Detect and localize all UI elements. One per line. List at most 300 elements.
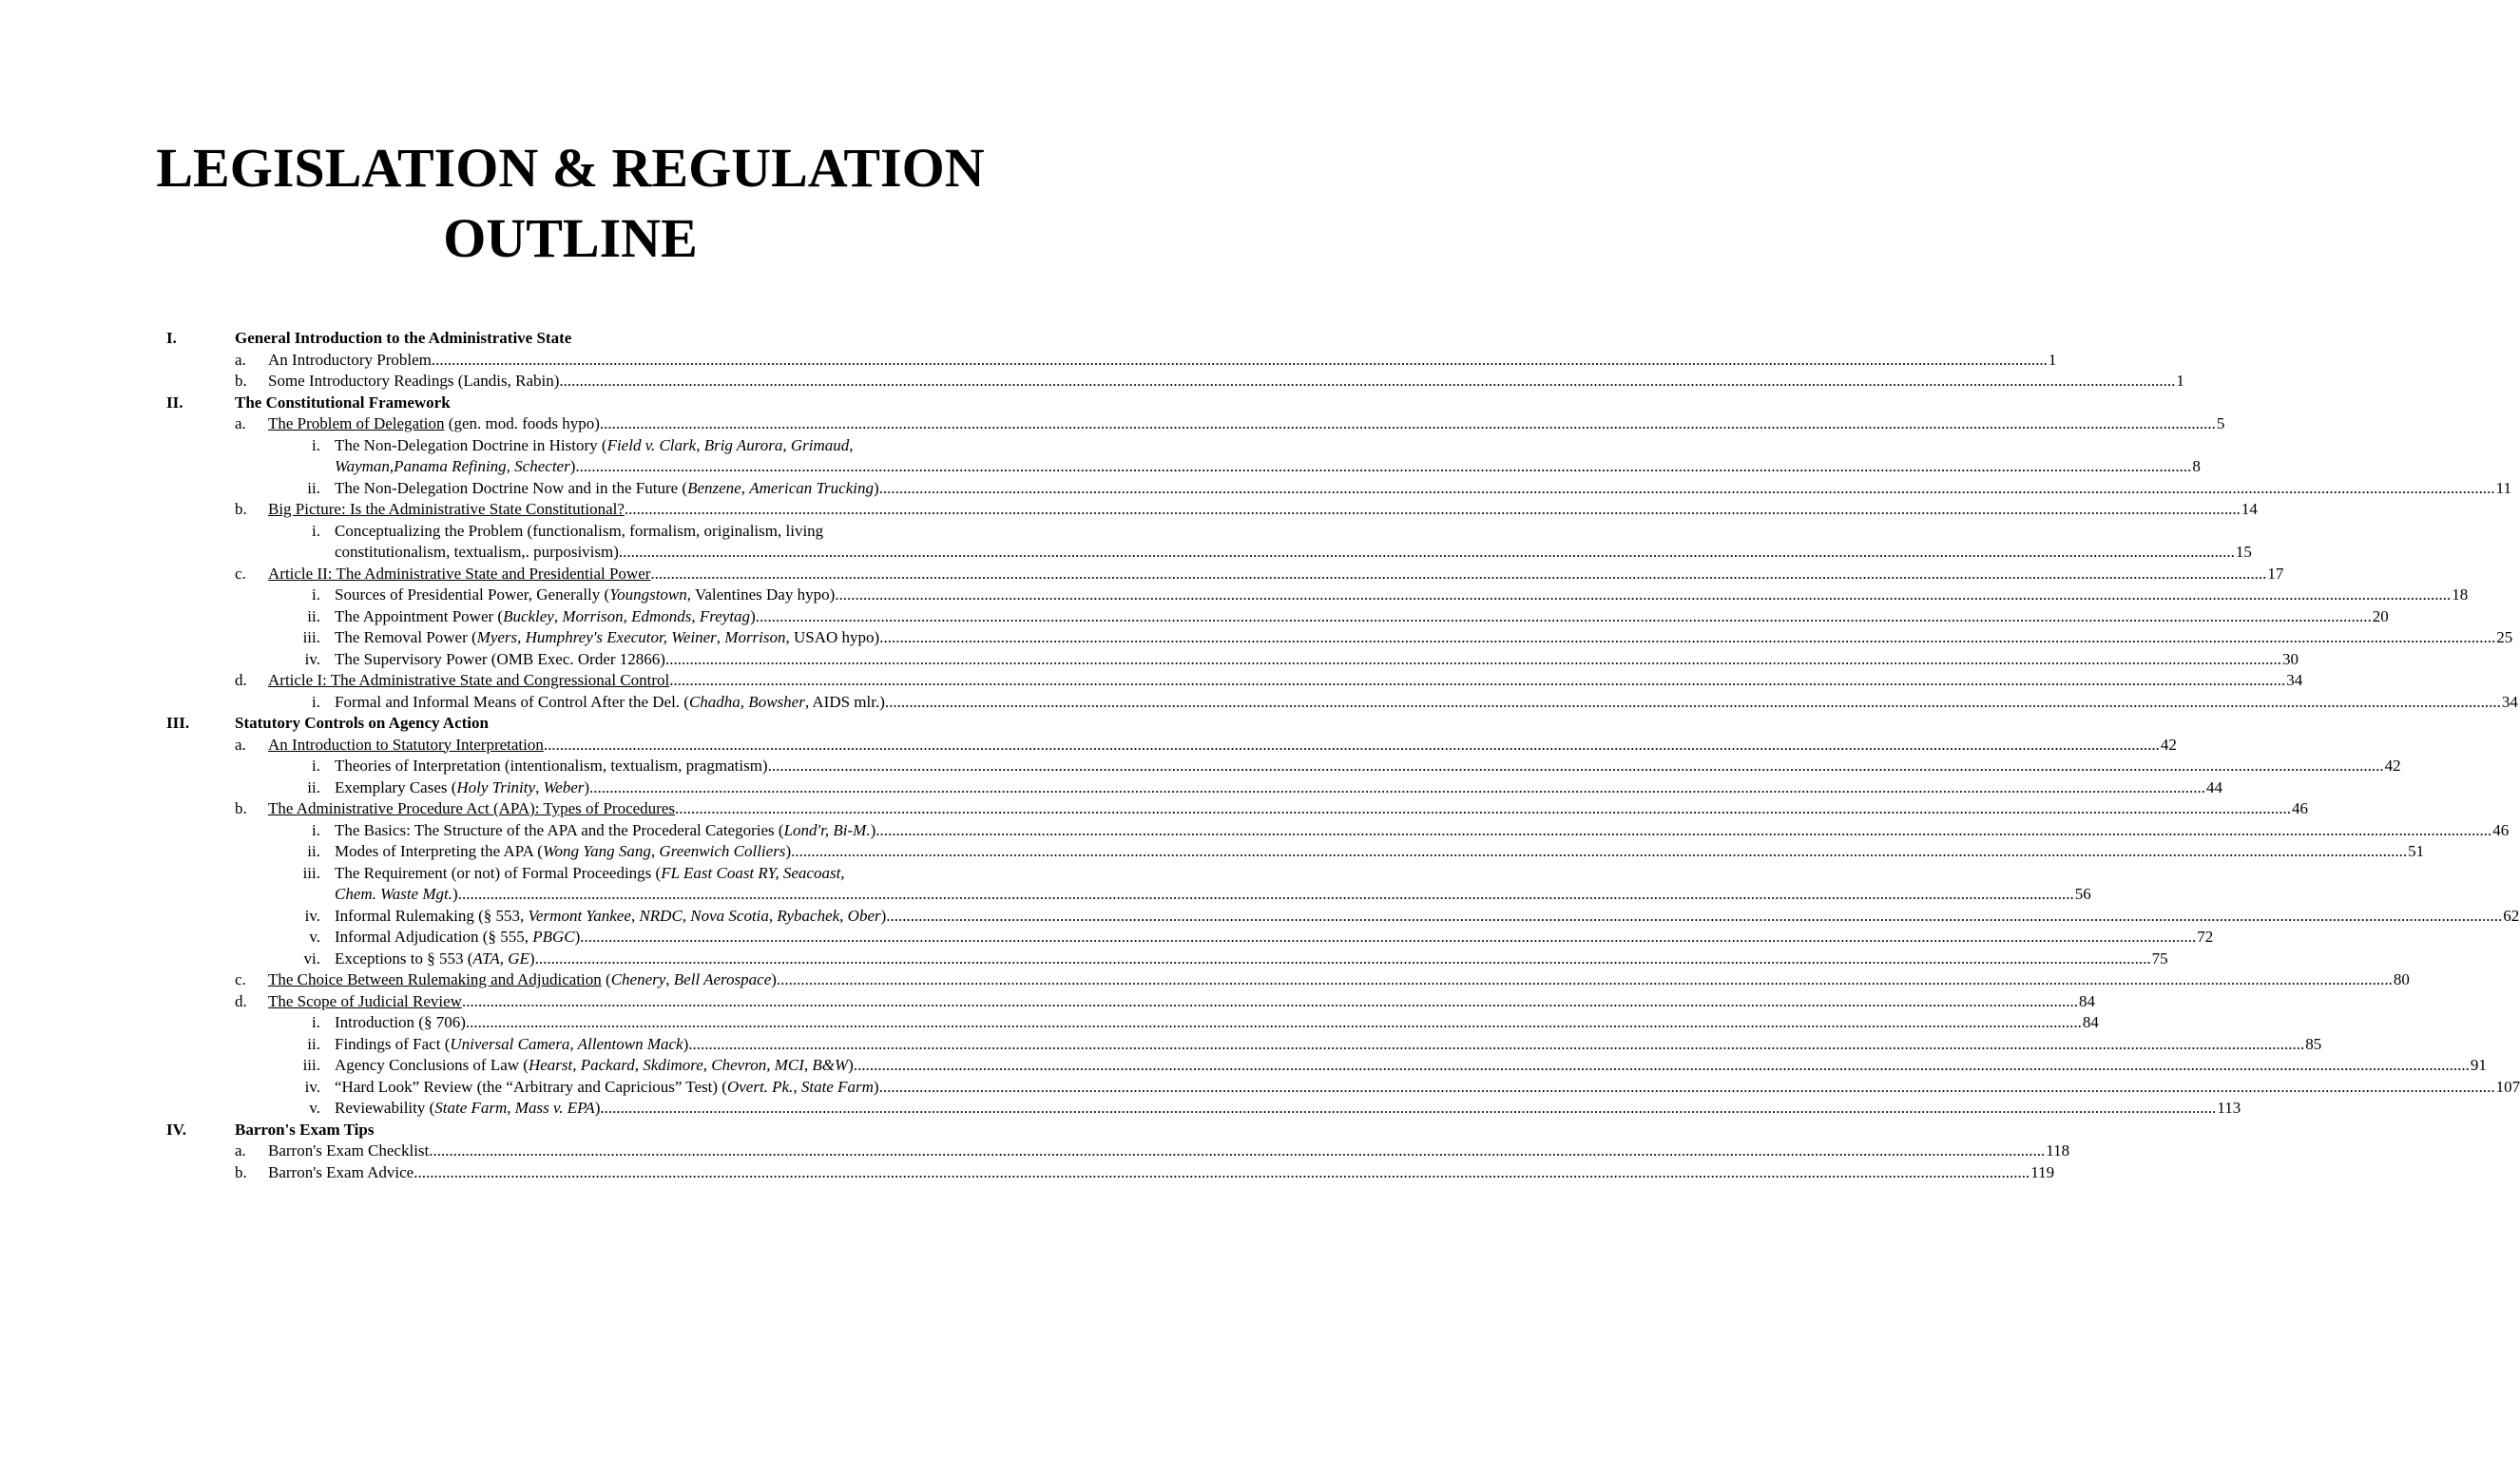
toc-entry[interactable] [0, 863, 2091, 906]
toc-entry[interactable] [0, 927, 2214, 949]
dot-leader: ................................................................................................................................................................................................................................................................................................................................................................................................................ [534, 949, 2151, 968]
entry-text [268, 1141, 2045, 1162]
dot-leader: ................................................................................................................................................................................................................................................................................................................................................................................................................ [669, 671, 2286, 689]
entry-text-fragment: FL East Coast RY, Seacoast, [661, 863, 845, 882]
entry-body [335, 1055, 2487, 1077]
page-number: 91 [2470, 1055, 2487, 1077]
page-number: 8 [2191, 456, 2201, 478]
entry-label: a. [235, 735, 246, 754]
entry-text-main [335, 949, 535, 970]
toc-entry[interactable] [0, 435, 2201, 478]
entry-text-main [268, 670, 669, 692]
toc-entry[interactable] [0, 564, 2284, 585]
entry-text-fragment: Big Picture: Is the Administrative State Constitutional? [268, 500, 625, 518]
section-heading [0, 1120, 1141, 1141]
entry-text [335, 841, 2407, 863]
entry-text [335, 927, 2196, 949]
entry-text-fragment: Sources of Presidential Power, Generally ( [335, 585, 610, 604]
entry-text-main [335, 649, 665, 671]
dot-leader: ................................................................................................................................................................................................................................................................................................................................................................................................................ [650, 564, 2267, 583]
entry-text-main [268, 969, 777, 991]
dot-leader: ................................................................................................................................................................................................................................................................................................................................................................................................................ [674, 799, 2291, 817]
entry-body [268, 499, 2258, 521]
entry-text-fragment: The Non-Delegation Doctrine in History ( [335, 435, 607, 454]
dot-leader: ................................................................................................................................................................................................................................................................................................................................................................................................................ [886, 906, 2503, 925]
entry-label: c. [235, 970, 246, 988]
entry-text-main [335, 927, 580, 949]
dot-leader: ................................................................................................................................................................................................................................................................................................................................................................................................................ [589, 777, 2206, 796]
page-number: 30 [2281, 649, 2299, 671]
entry-body [268, 1141, 2070, 1162]
page-number: 56 [2074, 884, 2091, 906]
entry-text-fragment: Universal Camera, Allentown Mack [450, 1034, 683, 1053]
entry-text-fragment: ) [785, 842, 792, 860]
entry-text-fragment: The Removal Power ( [335, 628, 477, 646]
entry-text-main [268, 499, 625, 521]
entry-text-main [268, 1141, 429, 1162]
entry-label: d. [235, 991, 247, 1010]
toc-entry[interactable] [0, 906, 2520, 928]
entry-text-fragment: ) [569, 457, 576, 475]
entry-text [335, 1034, 2304, 1056]
entry-text [335, 1098, 2216, 1120]
dot-leader: ................................................................................................................................................................................................................................................................................................................................................................................................................ [767, 757, 2384, 775]
entry-body [335, 756, 2401, 777]
dot-leader: ................................................................................................................................................................................................................................................................................................................................................................................................................ [884, 692, 2501, 711]
entry-text [335, 906, 2502, 928]
entry-text [335, 585, 2451, 606]
entry-text-fragment: ) [452, 885, 458, 903]
dot-leader: ................................................................................................................................................................................................................................................................................................................................................................................................................ [755, 606, 2372, 625]
entry-text-fragment: Findings of Fact ( [335, 1034, 451, 1053]
section-number: I. [166, 329, 177, 347]
dot-leader: ................................................................................................................................................................................................................................................................................................................................................................................................................ [600, 1099, 2217, 1117]
entry-label: b. [235, 799, 247, 817]
entry-text-fragment: ATA, GE [472, 949, 529, 968]
toc-entry[interactable] [0, 841, 2425, 863]
toc-entry[interactable] [0, 1034, 2322, 1056]
entry-text-fragment: The Administrative Procedure Act (APA): Types of Procedures [268, 799, 675, 817]
entry-label: iii. [302, 1056, 320, 1074]
entry-text-fragment: Bell Aerospace [673, 970, 772, 988]
toc-entry[interactable] [0, 991, 2095, 1013]
entry-label: iv. [304, 649, 320, 668]
entry-text-cont [335, 542, 619, 564]
entry-body [335, 1098, 2241, 1120]
entry-text-fragment: ) [771, 970, 777, 988]
toc-entry[interactable] [0, 1077, 2520, 1099]
entry-label: a. [235, 350, 246, 369]
dot-leader: ................................................................................................................................................................................................................................................................................................................................................................................................................ [431, 350, 2048, 369]
toc-entry[interactable] [0, 478, 2512, 500]
entry-label: i. [312, 521, 320, 540]
entry-text-fragment: The Choice Between Rulemaking and Adjudication [268, 970, 602, 988]
entry-text-line [335, 521, 2235, 543]
entry-body [335, 521, 2252, 564]
page-number: 113 [2216, 1098, 2241, 1120]
entry-text-fragment: Some Introductory Readings (Landis, Rabin) [268, 372, 560, 390]
entry-text-fragment: Lond'r, Bi-M. [783, 820, 871, 839]
entry-text-main [335, 820, 875, 842]
entry-text-fragment: Introduction (§ 706) [335, 1013, 466, 1031]
entry-text-fragment: The Problem of Delegation [268, 414, 445, 432]
title-line-1: LEGISLATION & REGULATION [156, 137, 985, 199]
entry-body [335, 777, 2223, 799]
entry-text-fragment: Barron's Exam Advice [268, 1162, 414, 1181]
entry-text-fragment: Weber [543, 777, 585, 796]
entry-text-fragment: ) [574, 928, 581, 946]
dot-leader: ................................................................................................................................................................................................................................................................................................................................................................................................................ [461, 991, 2078, 1010]
dot-leader: ................................................................................................................................................................................................................................................................................................................................................................................................................ [429, 1141, 2046, 1160]
entry-text [268, 670, 2285, 692]
entry-body [335, 927, 2214, 949]
toc-entry[interactable] [0, 649, 2299, 671]
entry-text [335, 863, 2074, 906]
entry-text-fragment: Buckley [503, 606, 554, 625]
toc-entry[interactable] [0, 413, 2225, 435]
entry-text-fragment: The Appointment Power ( [335, 606, 504, 625]
entry-text-main [335, 1034, 688, 1056]
entry-text-fragment: Vermont Yankee, NRDC, Nova Scotia, Rybachek, Ober [528, 906, 881, 925]
page-number: 20 [2372, 606, 2389, 628]
entry-text-fragment: Article II: The Administrative State and Presidential Power [268, 564, 651, 583]
dot-leader: ................................................................................................................................................................................................................................................................................................................................................................................................................ [599, 414, 2216, 432]
entry-label: a. [235, 414, 246, 432]
entry-text-fragment: , [716, 628, 725, 646]
entry-text-fragment: ) [683, 1034, 689, 1053]
toc-entry[interactable] [0, 1098, 2241, 1120]
toc-entry[interactable] [0, 670, 2303, 692]
entry-text-line [335, 884, 2074, 906]
dot-leader: ................................................................................................................................................................................................................................................................................................................................................................................................................ [457, 885, 2074, 903]
entry-label: d. [235, 671, 247, 689]
entry-label: i. [312, 435, 320, 454]
entry-text-fragment: ) [584, 777, 590, 796]
entry-text-fragment: , [793, 1077, 801, 1096]
entry-text [335, 649, 2281, 671]
entry-text-main [335, 585, 835, 606]
section-title: Statutory Controls on Agency Action [235, 714, 489, 732]
page-number: 51 [2407, 841, 2424, 863]
entry-text-main [335, 692, 885, 714]
page-number: 75 [2151, 949, 2168, 970]
page-number: 107 [2495, 1077, 2520, 1099]
page-number: 15 [2235, 542, 2252, 564]
entry-text-fragment: ) [874, 478, 879, 497]
entry-text-main [335, 906, 886, 928]
dot-leader: ................................................................................................................................................................................................................................................................................................................................................................................................................ [853, 1056, 2470, 1074]
section-title: The Constitutional Framework [235, 393, 451, 412]
entry-text-fragment: Chem. Waste Mgt. [335, 885, 453, 903]
entry-text-fragment: ) [873, 1077, 879, 1096]
entry-text-fragment: The Requirement (or not) of Formal Proceedings ( [335, 863, 662, 882]
entry-text-main [268, 1162, 414, 1184]
entry-text [268, 350, 2048, 372]
entry-text-fragment: (gen. mod. foods hypo) [444, 414, 600, 432]
entry-text-fragment: Chenery [610, 970, 666, 988]
toc-entry[interactable] [0, 1012, 2099, 1034]
entry-text-main [335, 841, 791, 863]
entry-text [335, 478, 2495, 500]
title-line-2: OUTLINE [443, 207, 698, 269]
dot-leader: ................................................................................................................................................................................................................................................................................................................................................................................................................ [664, 649, 2281, 668]
entry-text-fragment: Freytag [699, 606, 751, 625]
page-number: 25 [2495, 627, 2512, 649]
entry-text [335, 606, 2372, 628]
entry-body [335, 435, 2201, 478]
page-number: 1 [2048, 350, 2057, 372]
entry-label: i. [312, 1013, 320, 1031]
entry-text-fragment: Informal Adjudication (§ 555, [335, 928, 533, 946]
entry-text-fragment: constitutionalism, textualism,. purposivism) [335, 543, 619, 561]
toc-entry[interactable] [0, 756, 2401, 777]
entry-text-fragment: ) [529, 949, 535, 968]
entry-label: iv. [304, 906, 320, 925]
page-number: 46 [2491, 820, 2509, 842]
dot-leader: ................................................................................................................................................................................................................................................................................................................................................................................................................ [414, 1162, 2030, 1181]
entry-text-fragment: , [553, 606, 563, 625]
entry-text-fragment: The Supervisory Power (OMB Exec. Order 12866) [335, 649, 665, 668]
entry-body [268, 564, 2284, 585]
entry-text [335, 949, 2151, 970]
entry-body [335, 841, 2425, 863]
dot-leader: ................................................................................................................................................................................................................................................................................................................................................................................................................ [875, 820, 2492, 839]
section-heading [0, 713, 1141, 735]
entry-text-fragment: Wong Yang Sang, Greenwich Colliers [542, 842, 786, 860]
entry-text-fragment: , Valentines Day hypo) [686, 585, 836, 604]
toc-entry[interactable] [0, 1141, 2070, 1162]
entry-body [335, 949, 2168, 970]
section-number: II. [166, 393, 183, 412]
entry-text-fragment: ) [594, 1099, 601, 1117]
entry-text-fragment: An Introductory Problem [268, 350, 432, 369]
entry-body [335, 478, 2512, 500]
entry-body [268, 991, 2095, 1013]
page-number: 11 [2495, 478, 2511, 500]
entry-body [335, 1077, 2520, 1099]
page-number: 72 [2196, 927, 2213, 949]
entry-text-main [335, 1055, 854, 1077]
entry-text-fragment: Benzene [687, 478, 741, 497]
entry-text-fragment: , [691, 606, 700, 625]
entry-label: vi. [303, 949, 320, 968]
entry-text-fragment: ) [880, 906, 887, 925]
entry-text-fragment: Article I: The Administrative State and Congressional Control [268, 671, 670, 689]
entry-text-fragment: The Scope of Judicial Review [268, 991, 462, 1010]
entry-body [268, 670, 2303, 692]
entry-text [268, 1162, 2029, 1184]
entry-text-fragment: An Introduction to Statutory Interpretation [268, 735, 544, 754]
entry-text-fragment: Modes of Interpreting the APA ( [335, 842, 543, 860]
entry-label: v. [309, 1099, 320, 1117]
entry-text-fragment: Wayman,Panama Refining, Schecter [335, 457, 570, 475]
section-heading [0, 393, 1141, 414]
toc-entry[interactable] [0, 949, 2168, 970]
entry-label: b. [235, 500, 247, 518]
entry-body [268, 1162, 2055, 1184]
page-number: 42 [2160, 735, 2177, 757]
entry-body [268, 798, 2308, 820]
toc-entry[interactable] [0, 777, 2223, 799]
entry-label: a. [235, 1141, 246, 1160]
page-number: 34 [2501, 692, 2518, 714]
page-number: 5 [2216, 413, 2225, 435]
entry-text-main [335, 756, 768, 777]
toc-entry[interactable] [0, 692, 2518, 714]
toc-entry[interactable] [0, 798, 2308, 820]
page-number: 62 [2502, 906, 2519, 928]
entry-label: i. [312, 585, 320, 604]
entry-text-fragment: State Farm [800, 1077, 874, 1096]
entry-text-main [268, 350, 432, 372]
entry-text-fragment: Morrison [724, 628, 786, 646]
entry-text-fragment: Youngstown [609, 585, 687, 604]
entry-text-fragment: Exceptions to § 553 ( [335, 949, 473, 968]
entry-text-fragment: , [665, 970, 674, 988]
dot-leader: ................................................................................................................................................................................................................................................................................................................................................................................................................ [624, 500, 2241, 518]
entry-text-fragment: The Non-Delegation Doctrine Now and in the Future ( [335, 478, 688, 497]
entry-label: b. [235, 1162, 247, 1181]
page-number: 34 [2285, 670, 2302, 692]
entry-text-fragment: Chadha, Bowsher [688, 692, 805, 711]
dot-leader: ................................................................................................................................................................................................................................................................................................................................................................................................................ [878, 478, 2495, 497]
entry-text [268, 499, 2241, 521]
entry-text-fragment: The Basics: The Structure of the APA and the Procederal Categories ( [335, 820, 784, 839]
section-number: IV. [166, 1120, 186, 1139]
entry-text-cont [335, 456, 575, 478]
entry-text-fragment: Hearst, Packard, Skdimore, Chevron, MCI, B&W [528, 1056, 849, 1074]
entry-text [335, 1055, 2470, 1077]
entry-text-fragment: Field v. Clark, Brig Aurora, Grimaud, [606, 435, 854, 454]
entry-text-line [335, 435, 2191, 457]
toc-entry[interactable] [0, 350, 2057, 372]
entry-text-fragment: Reviewability ( [335, 1099, 435, 1117]
entry-text [335, 756, 2384, 777]
entry-text-main [335, 1077, 879, 1099]
table-of-contents [0, 328, 2520, 1183]
entry-text [268, 564, 2266, 585]
entry-label: ii. [307, 606, 320, 625]
toc-entry[interactable] [0, 521, 2252, 564]
entry-text-main [335, 606, 756, 628]
dot-leader: ................................................................................................................................................................................................................................................................................................................................................................................................................ [575, 457, 2192, 475]
entry-text [335, 627, 2495, 649]
entry-label: b. [235, 372, 247, 390]
entry-text-main [335, 1012, 466, 1034]
entry-text [268, 413, 2216, 435]
page-number: 18 [2451, 585, 2468, 606]
toc-entry[interactable] [0, 585, 2469, 606]
entry-text [335, 692, 2501, 714]
dot-leader: ................................................................................................................................................................................................................................................................................................................................................................................................................ [618, 543, 2235, 561]
page-number: 42 [2384, 756, 2401, 777]
entry-body [335, 906, 2520, 928]
dot-leader: ................................................................................................................................................................................................................................................................................................................................................................................................................ [879, 628, 2496, 646]
dot-leader: ................................................................................................................................................................................................................................................................................................................................................................................................................ [465, 1013, 2082, 1031]
entry-body [268, 371, 2184, 393]
entry-body [268, 413, 2225, 435]
document-title [0, 133, 1141, 274]
entry-text [268, 371, 2175, 393]
dot-leader: ................................................................................................................................................................................................................................................................................................................................................................................................................ [835, 585, 2452, 604]
entry-text-fragment: Morrison, Edmonds [562, 606, 692, 625]
entry-body [335, 585, 2469, 606]
entry-text-line [335, 456, 2191, 478]
section-title: General Introduction to the Administrative State [235, 329, 572, 347]
entry-text-main [268, 413, 600, 435]
toc-entry[interactable] [0, 1162, 2055, 1184]
toc-entry[interactable] [0, 969, 2410, 991]
toc-entry[interactable] [0, 1055, 2487, 1077]
entry-body [268, 350, 2057, 372]
entry-text-main [335, 478, 879, 500]
toc-entry[interactable] [0, 371, 2184, 393]
entry-body [335, 863, 2091, 906]
page-number: 85 [2304, 1034, 2321, 1056]
page-number: 46 [2291, 798, 2308, 820]
entry-text-fragment: Theories of Interpretation (intentionalism, textualism, pragmatism) [335, 757, 768, 775]
entry-body [335, 649, 2299, 671]
toc-entry[interactable] [0, 820, 2510, 842]
entry-text-line [335, 863, 2074, 885]
entry-text [268, 735, 2160, 757]
dot-leader: ................................................................................................................................................................................................................................................................................................................................................................................................................ [688, 1034, 2305, 1053]
entry-text-fragment: , [741, 478, 750, 497]
entry-text-line [335, 542, 2235, 564]
entry-label: ii. [307, 777, 320, 796]
toc-entry[interactable] [0, 499, 2258, 521]
entry-text-fragment: Myers, Humphrey's Executor, Weiner [476, 628, 717, 646]
entry-label: iii. [302, 863, 320, 882]
page-number: 119 [2029, 1162, 2054, 1184]
entry-text-main [268, 798, 675, 820]
dot-leader: ................................................................................................................................................................................................................................................................................................................................................................................................................ [580, 928, 2197, 946]
page-number: 84 [2078, 991, 2095, 1013]
entry-text-main [335, 777, 589, 799]
entry-text [335, 1077, 2495, 1099]
entry-label: ii. [307, 1034, 320, 1053]
entry-body [335, 820, 2510, 842]
entry-text [268, 798, 2291, 820]
entry-text-fragment: Barron's Exam Checklist [268, 1141, 430, 1160]
entry-label: ii. [307, 842, 320, 860]
dot-leader: ................................................................................................................................................................................................................................................................................................................................................................................................................ [791, 842, 2408, 860]
entry-text-fragment: , [535, 777, 544, 796]
entry-text [335, 435, 2191, 478]
toc-entry[interactable] [0, 627, 2513, 649]
entry-text-fragment: , AIDS mlr.) [804, 692, 885, 711]
page-number: 14 [2241, 499, 2258, 521]
entry-text-fragment: , USAO hypo) [785, 628, 880, 646]
page-number: 17 [2266, 564, 2283, 585]
entry-text-cont [335, 884, 458, 906]
page-number: 1 [2175, 371, 2184, 393]
entry-text-fragment: Holy Trinity [456, 777, 536, 796]
entry-text-fragment: State Farm, Mass v. EPA [434, 1099, 595, 1117]
page-number: 44 [2205, 777, 2222, 799]
entry-text-fragment: Conceptualizing the Problem (functionalism, formalism, originalism, living [335, 521, 824, 540]
entry-text-fragment: Exemplary Cases ( [335, 777, 457, 796]
entry-label: iii. [302, 628, 320, 646]
entry-text-fragment: ) [870, 820, 876, 839]
entry-body [335, 1034, 2322, 1056]
entry-text-fragment: PBGC [532, 928, 575, 946]
entry-label: iv. [304, 1077, 320, 1096]
dot-leader: ................................................................................................................................................................................................................................................................................................................................................................................................................ [543, 735, 2160, 754]
toc-entry[interactable] [0, 606, 2389, 628]
entry-text [335, 777, 2205, 799]
toc-entry[interactable] [0, 735, 2177, 757]
